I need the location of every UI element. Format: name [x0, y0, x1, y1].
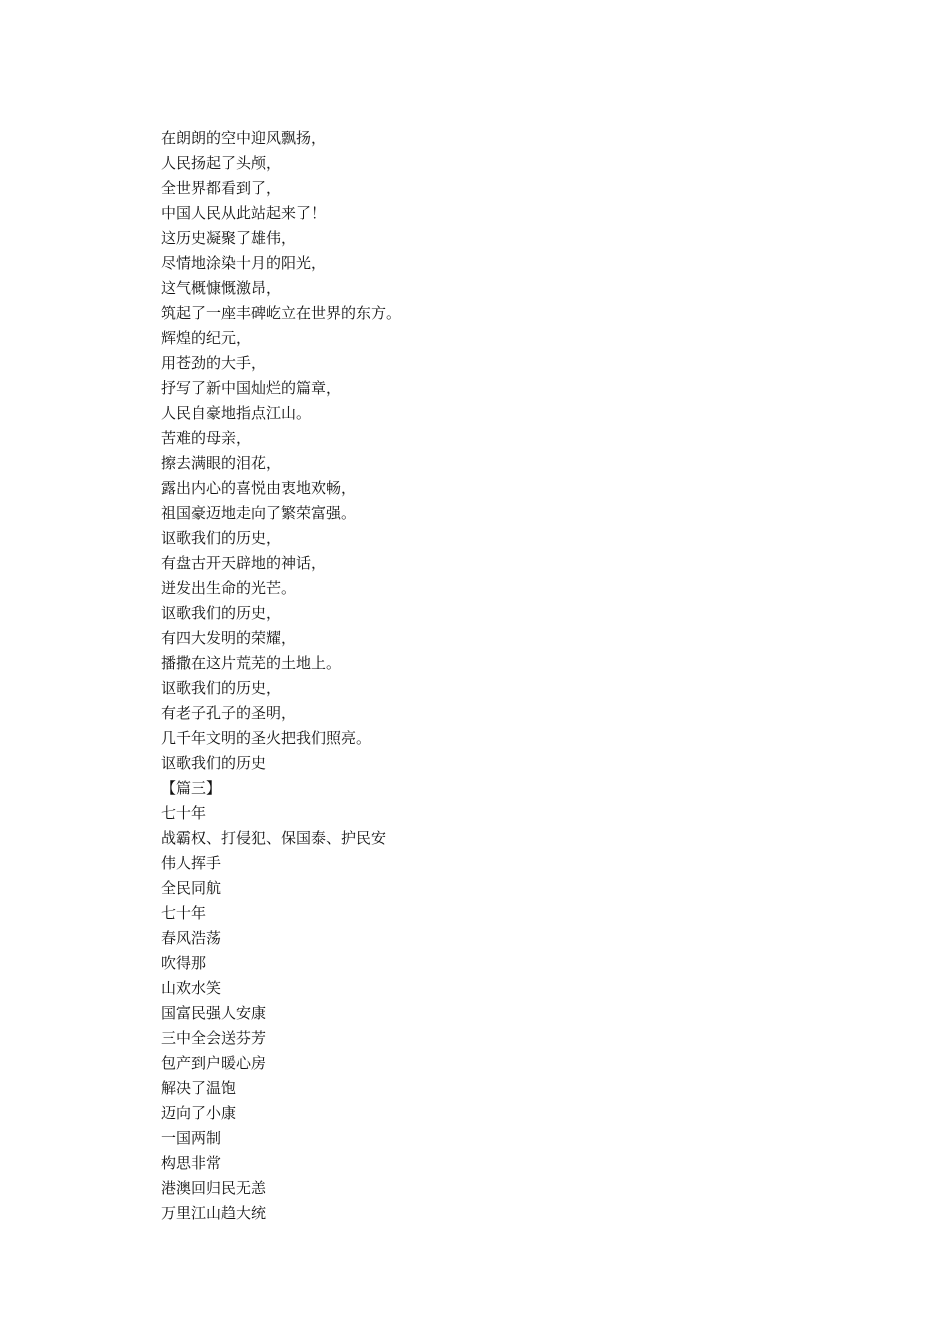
text-line: 露出内心的喜悦由衷地欢畅，: [161, 479, 357, 497]
text-line: 有盘古开天辟地的神话，: [161, 554, 327, 572]
text-line: 筑起了一座丰碑屹立在世界的东方。: [161, 304, 402, 322]
text-line: 万里江山趋大统: [161, 1204, 267, 1222]
text-line: 全民同航: [161, 879, 222, 897]
text-line: 讴歌我们的历史，: [161, 529, 282, 547]
text-line: 尽情地涂染十月的阳光，: [161, 254, 327, 272]
text-line: 七十年: [161, 904, 207, 922]
text-line: 人民自豪地指点江山。: [161, 404, 312, 422]
text-line: 全世界都看到了，: [161, 179, 282, 197]
text-line: 有老子孔子的圣明，: [161, 704, 297, 722]
text-line: 祖国豪迈地走向了繁荣富强。: [161, 504, 357, 522]
text-line: 在朗朗的空中迎风飘扬，: [161, 129, 327, 147]
text-line: 港澳回归民无恙: [161, 1179, 267, 1197]
text-line: 讴歌我们的历史: [161, 754, 267, 772]
text-line: 伟人挥手: [161, 854, 222, 872]
text-line: 讴歌我们的历史，: [161, 679, 282, 697]
text-line: 三中全会送芬芳: [161, 1029, 267, 1047]
text-line: 这历史凝聚了雄伟，: [161, 229, 297, 247]
text-line: 迈向了小康: [161, 1104, 237, 1122]
text-line: 迸发出生命的光芒。: [161, 579, 297, 597]
text-line: 擦去满眼的泪花，: [161, 454, 282, 472]
text-line: 吹得那: [161, 954, 207, 972]
text-line: 辉煌的纪元，: [161, 329, 252, 347]
poem-text-block: [161, 126, 801, 1226]
text-line: 抒写了新中国灿烂的篇章，: [161, 379, 342, 397]
text-line: 播撒在这片荒芜的土地上。: [161, 654, 342, 672]
text-line: 讴歌我们的历史，: [161, 604, 282, 622]
text-line: 人民扬起了头颅，: [161, 154, 282, 172]
section-heading: 【篇三】: [161, 779, 222, 797]
text-line: 中国人民从此站起来了！: [161, 204, 327, 222]
text-line: 几千年文明的圣火把我们照亮。: [161, 729, 372, 747]
text-line: 春风浩荡: [161, 929, 222, 947]
text-line: 战霸权、打侵犯、保国泰、护民安: [161, 829, 387, 847]
text-line: 包产到户暖心房: [161, 1054, 267, 1072]
text-line: 用苍劲的大手，: [161, 354, 267, 372]
text-line: 解决了温饱: [161, 1079, 237, 1097]
text-line: 七十年: [161, 804, 207, 822]
text-line: 国富民强人安康: [161, 1004, 267, 1022]
text-line: 构思非常: [161, 1154, 222, 1172]
text-line: 有四大发明的荣耀，: [161, 629, 297, 647]
text-line: 这气概慷慨激昂，: [161, 279, 282, 297]
text-line: 山欢水笑: [161, 979, 222, 997]
text-line: 苦难的母亲，: [161, 429, 252, 447]
text-line: 一国两制: [161, 1129, 222, 1147]
